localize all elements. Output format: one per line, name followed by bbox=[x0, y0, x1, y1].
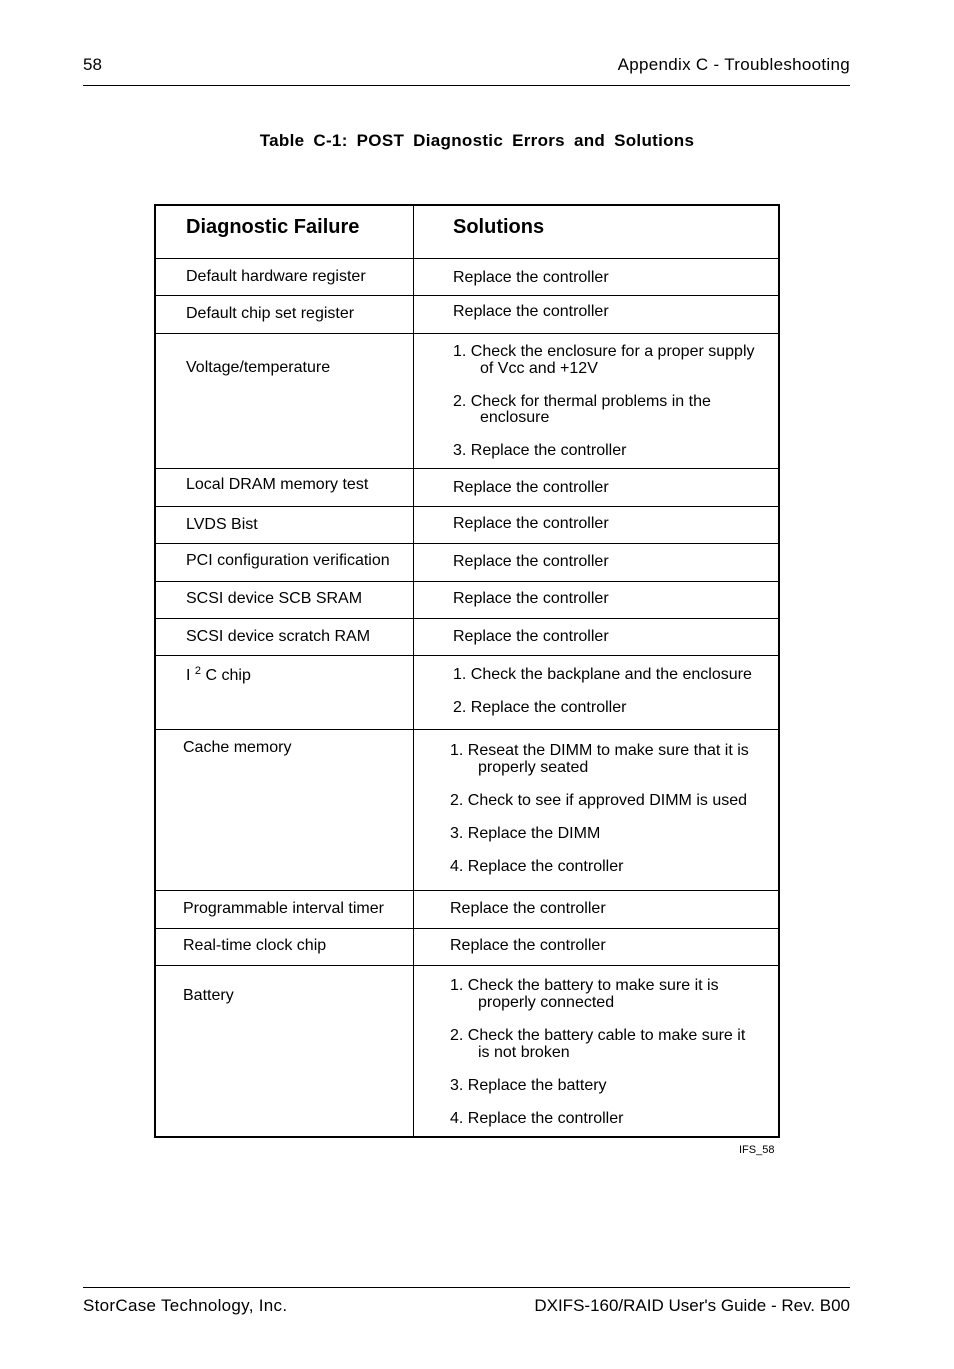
failure-cell: Default hardware register bbox=[186, 268, 366, 285]
row-divider bbox=[156, 258, 778, 259]
row-divider bbox=[156, 468, 778, 469]
failure-cell: Cache memory bbox=[183, 739, 292, 756]
solution-cell: 2. Replace the controller bbox=[453, 699, 627, 716]
row-divider bbox=[156, 655, 778, 656]
failure-cell: SCSI device SCB SRAM bbox=[186, 590, 363, 607]
solution-cell: Replace the controller bbox=[453, 628, 609, 645]
failure-cell: Local DRAM memory test bbox=[186, 476, 369, 493]
solution-cell: is not broken bbox=[478, 1044, 570, 1061]
row-divider bbox=[156, 295, 778, 296]
solution-cell: Replace the controller bbox=[453, 269, 609, 286]
failure-cell: Default chip set register bbox=[186, 305, 355, 322]
failure-cell: Programmable interval timer bbox=[183, 900, 384, 917]
failure-cell: LVDS Bist bbox=[186, 516, 258, 533]
solution-cell: 1. Reseat the DIMM to make sure that it is bbox=[450, 742, 749, 759]
row-divider bbox=[156, 506, 778, 507]
table-code: IFS_58 bbox=[739, 1144, 775, 1156]
document-title: DXIFS-160/RAID User's Guide - Rev. B00 bbox=[534, 1296, 850, 1315]
solution-cell: Replace the controller bbox=[450, 900, 606, 917]
solution-cell: Replace the controller bbox=[453, 590, 609, 607]
table-caption: Table C-1: POST Diagnostic Errors and Solutions bbox=[259, 131, 695, 150]
solution-cell: 3. Replace the controller bbox=[453, 442, 627, 459]
solution-cell: 3. Replace the battery bbox=[450, 1077, 607, 1094]
solution-cell: Replace the controller bbox=[450, 937, 606, 954]
solution-cell: 2. Check to see if approved DIMM is used bbox=[450, 792, 748, 809]
solution-cell: Replace the controller bbox=[453, 515, 609, 532]
failure-cell: SCSI device scratch RAM bbox=[186, 628, 371, 645]
chapter-title: Appendix C - Troubleshooting bbox=[617, 55, 850, 74]
solution-cell: 1. Check the backplane and the enclosure bbox=[453, 666, 752, 683]
solution-cell: enclosure bbox=[480, 409, 550, 426]
solution-cell: 4. Replace the controller bbox=[450, 858, 624, 875]
solution-cell: properly seated bbox=[478, 759, 589, 776]
row-divider bbox=[156, 890, 778, 891]
failure-cell: PCI configuration verification bbox=[186, 552, 390, 569]
solution-cell: 2. Check for thermal problems in the bbox=[453, 393, 711, 410]
failure-cell: Real-time clock chip bbox=[183, 937, 327, 954]
failure-cell: I $^2$ C chip bbox=[186, 665, 251, 684]
failure-cell: Voltage/temperature bbox=[186, 359, 331, 376]
solution-cell: 4. Replace the controller bbox=[450, 1110, 624, 1127]
page-header bbox=[83, 55, 850, 86]
page-number: 58 bbox=[83, 55, 102, 74]
solution-cell: 2. Check the battery cable to make sure it bbox=[450, 1027, 746, 1044]
row-divider bbox=[156, 618, 778, 619]
solution-cell: 3. Replace the DIMM bbox=[450, 825, 601, 842]
row-divider bbox=[156, 333, 778, 334]
solution-cell: 1. Check the enclosure for a proper supply bbox=[453, 343, 755, 360]
column-divider bbox=[413, 206, 414, 1136]
solution-cell: Replace the controller bbox=[453, 303, 609, 320]
solution-cell: properly connected bbox=[478, 994, 615, 1011]
row-divider bbox=[156, 729, 778, 730]
row-divider bbox=[156, 965, 778, 966]
solution-cell: 1. Check the battery to make sure it is bbox=[450, 977, 719, 994]
solution-cell: of Vcc and +12V bbox=[480, 360, 598, 377]
superscript: 2 bbox=[194, 665, 202, 677]
solution-cell: Replace the controller bbox=[453, 553, 609, 570]
row-divider bbox=[156, 928, 778, 929]
row-divider bbox=[156, 581, 778, 582]
diagnostic-table bbox=[154, 204, 780, 1138]
column-header-solutions: Solutions bbox=[453, 216, 545, 238]
column-header-failure: Diagnostic Failure bbox=[186, 216, 360, 238]
company-name: StorCase Technology, Inc. bbox=[83, 1296, 288, 1315]
failure-cell: Battery bbox=[183, 987, 234, 1004]
page-footer bbox=[83, 1287, 850, 1315]
solution-cell: Replace the controller bbox=[453, 479, 609, 496]
row-divider bbox=[156, 543, 778, 544]
